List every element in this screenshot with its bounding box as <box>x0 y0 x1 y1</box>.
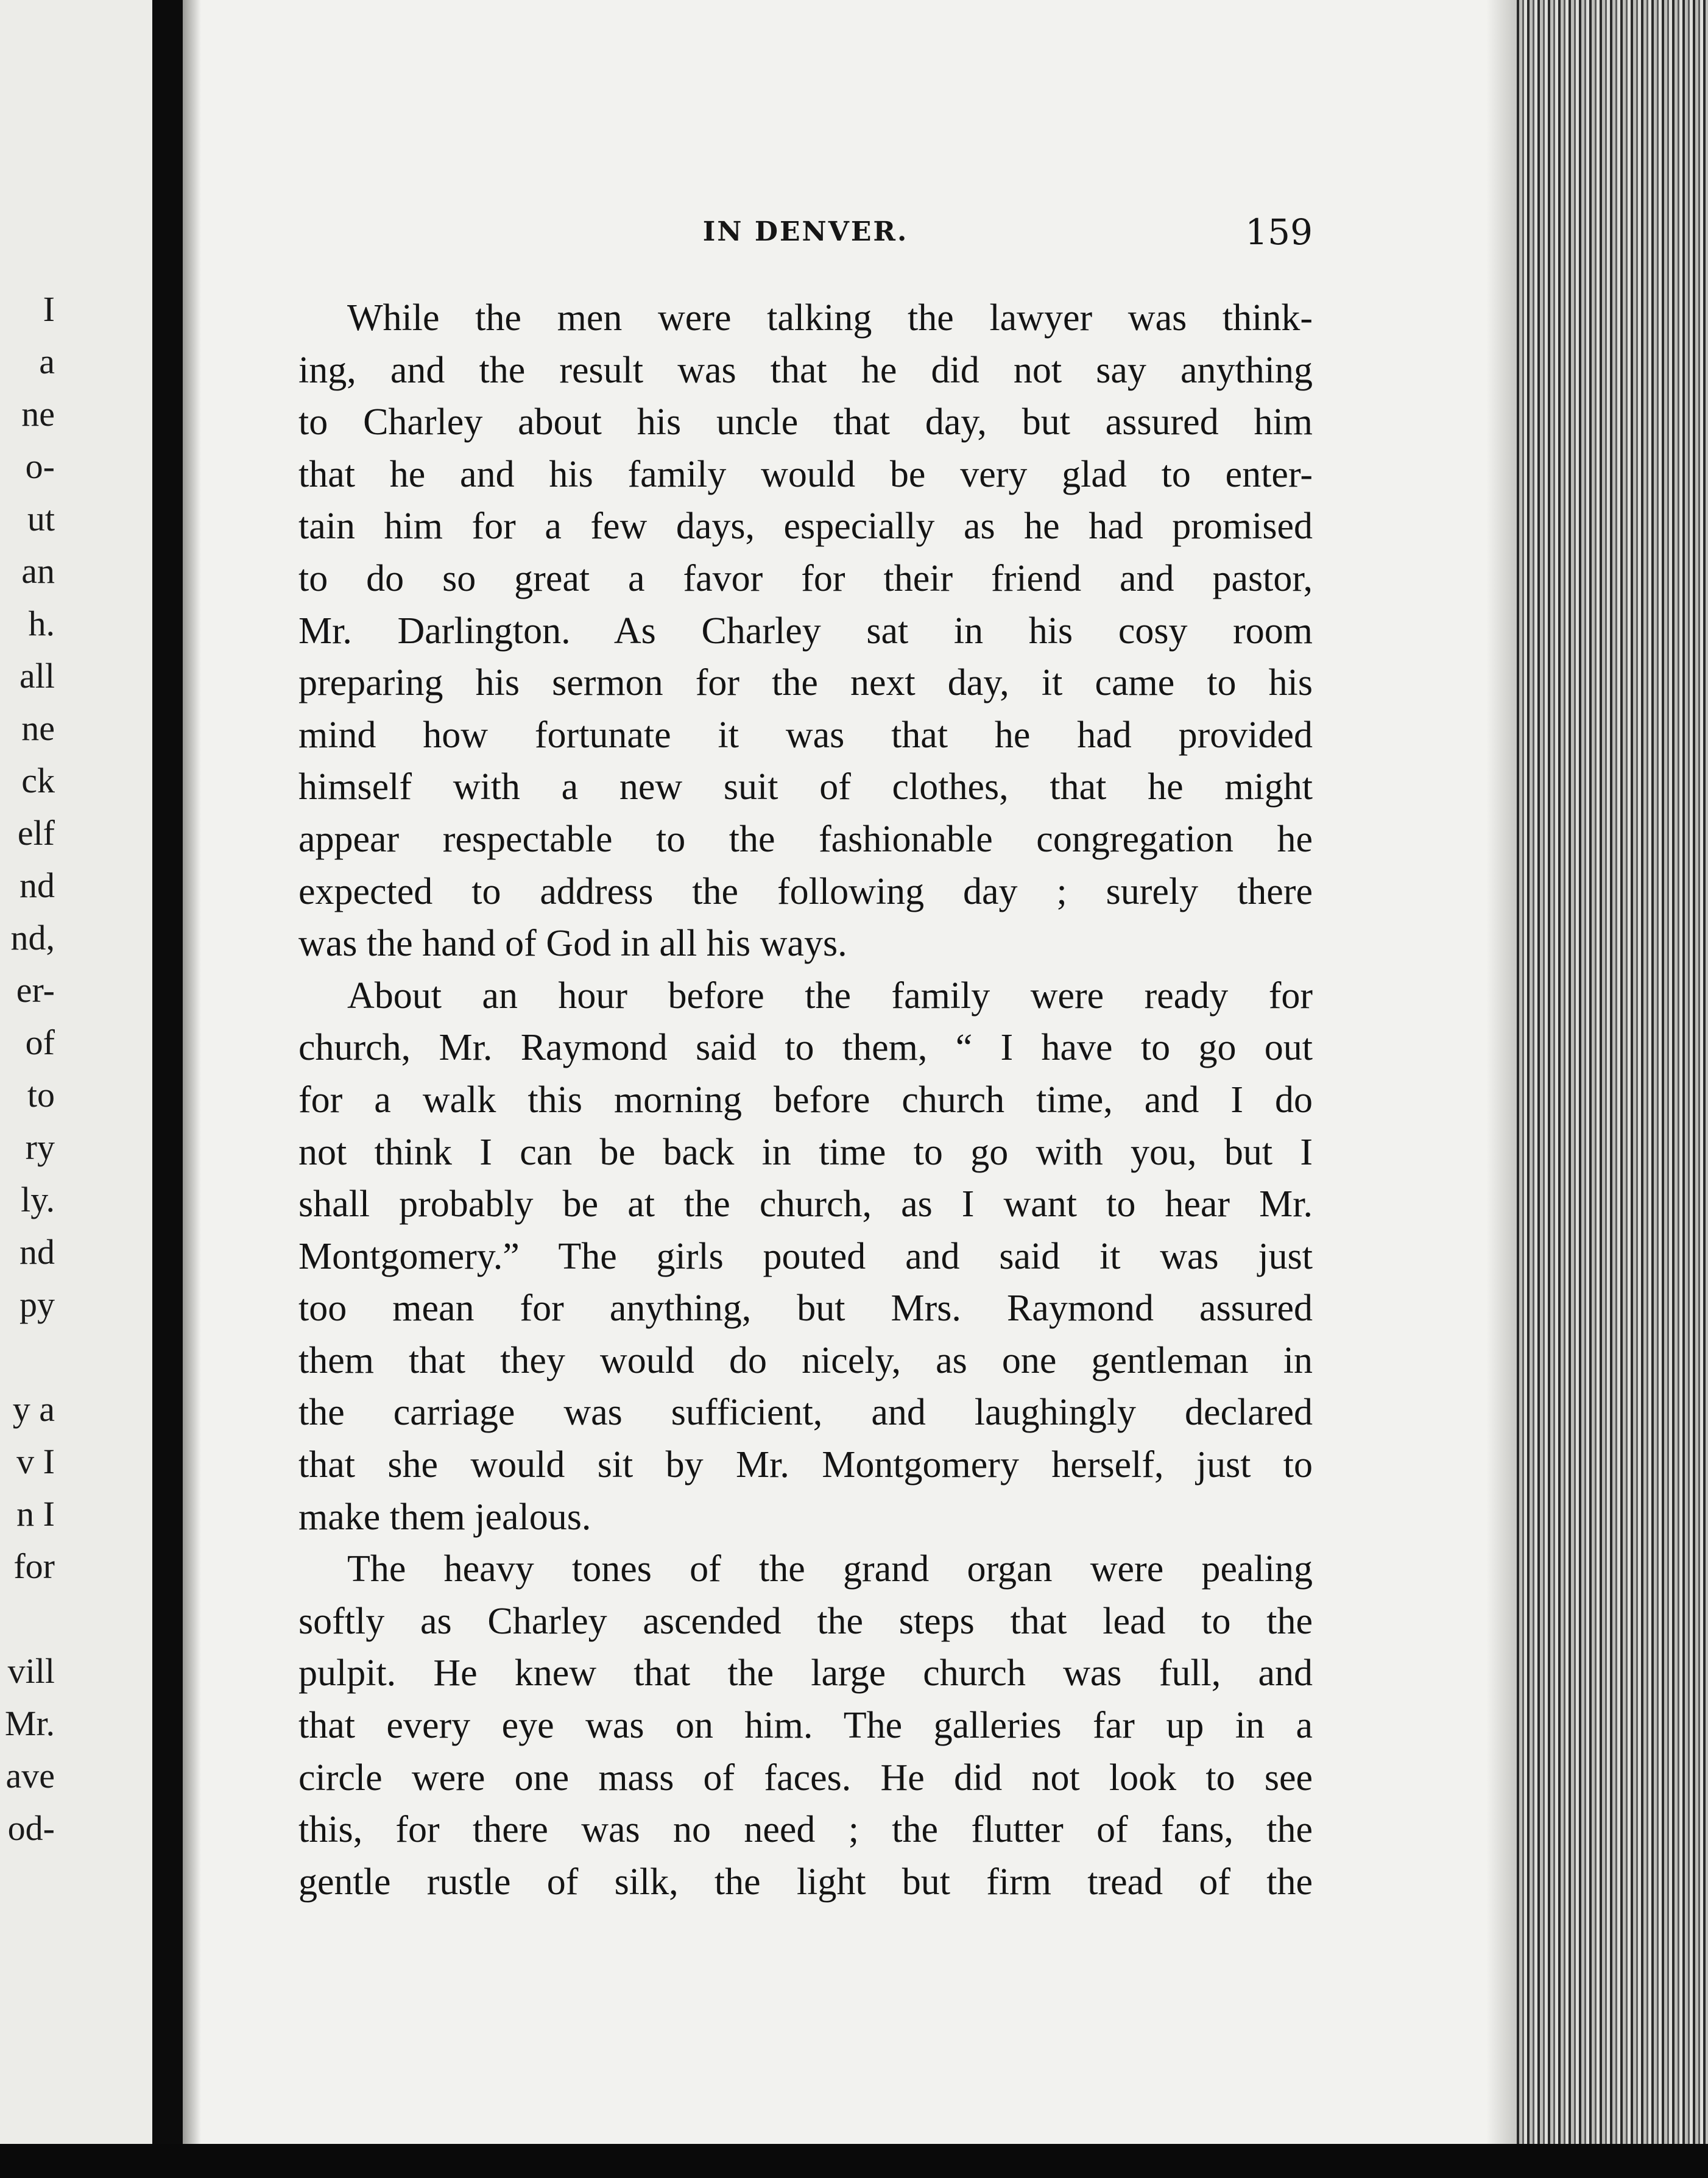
text-line: was the hand of God in all his ways. <box>298 923 847 965</box>
paragraph <box>298 1543 1313 1908</box>
left-fragment: ck <box>21 761 55 800</box>
text-line: ing, and the result was that he did not say anything <box>298 349 1313 391</box>
left-fragment: nd, <box>10 918 55 957</box>
left-fragment: elf <box>17 813 55 853</box>
text-line: them that they would do nicely, as one gentleman in <box>298 1339 1313 1381</box>
left-fragment: nd <box>19 865 55 905</box>
left-fragment: ly. <box>21 1180 55 1219</box>
text-line: While the men were talking the lawyer was think- <box>347 297 1313 339</box>
left-fragment: ne <box>21 708 55 748</box>
left-fragment: o- <box>25 446 55 486</box>
left-fragment: Mr. <box>4 1704 55 1743</box>
left-fragment: for <box>13 1546 55 1586</box>
running-head <box>298 211 1313 259</box>
left-fragment: n I <box>16 1494 55 1534</box>
paragraph <box>298 970 1313 1544</box>
text-line: expected to address the following day ; surely there <box>298 870 1313 912</box>
text-line: himself with a new suit of clothes, that he might <box>298 766 1313 808</box>
left-fragment <box>0 1593 146 1645</box>
text-line: preparing his sermon for the next day, it came to his <box>298 662 1313 704</box>
left-fragment: a <box>39 342 55 381</box>
text-line: that she would sit by Mr. Montgomery herself, just to <box>298 1444 1313 1486</box>
left-fragment: v I <box>16 1442 55 1481</box>
text-line: make them jealous. <box>298 1496 591 1538</box>
text-line: appear respectable to the fashionable congregation he <box>298 818 1313 860</box>
left-fragment: ave <box>5 1756 55 1796</box>
page-number: 159 <box>1245 211 1313 253</box>
text-line: to Charley about his uncle that day, but assured him <box>298 401 1313 443</box>
text-line: Montgomery.” The girls pouted and said it was just <box>298 1235 1313 1277</box>
left-fragment: vill <box>7 1651 55 1691</box>
book-gutter <box>152 0 183 2178</box>
paragraph <box>298 292 1313 970</box>
text-line: church, Mr. Raymond said to them, “ I have to go out <box>298 1027 1313 1069</box>
left-page-text-fragments <box>0 283 146 1855</box>
left-fragment <box>0 1331 146 1383</box>
scan-bottom-border <box>0 2144 1708 2178</box>
running-head-title: IN DENVER. <box>702 216 909 247</box>
text-line: tain him for a few days, especially as he had promised <box>298 506 1313 548</box>
text-line: About an hour before the family were ready for <box>347 974 1313 1017</box>
text-line: softly as Charley ascended the steps that lead to the <box>298 1600 1313 1642</box>
left-fragment: y a <box>12 1389 55 1429</box>
gutter-shadow <box>183 0 201 2178</box>
left-fragment: er- <box>16 970 55 1010</box>
left-fragment: ne <box>21 394 55 434</box>
left-fragment: h. <box>28 604 55 643</box>
text-line: pulpit. He knew that the large church was full, and <box>298 1652 1313 1694</box>
text-line: the carriage was sufficient, and laughingly declared <box>298 1392 1313 1434</box>
text-line: this, for there was no need ; the flutter of fans, the <box>298 1809 1313 1851</box>
page-edge-shadow <box>1486 0 1517 2178</box>
left-fragment: ut <box>27 499 55 538</box>
text-line: The heavy tones of the grand organ were pealing <box>347 1548 1313 1590</box>
text-line: not think I can be back in time to go with you, but I <box>298 1131 1313 1173</box>
text-line: mind how fortunate it was that he had provided <box>298 714 1313 756</box>
left-facing-page <box>0 0 152 2178</box>
left-fragment: of <box>25 1023 55 1062</box>
page-body <box>298 292 1313 1908</box>
text-line: that he and his family would be very glad to enter- <box>298 453 1313 495</box>
left-fragment: ry <box>25 1127 55 1167</box>
text-line: Mr. Darlington. As Charley sat in his cosy room <box>298 610 1313 652</box>
text-line: for a walk this morning before church time, and I do <box>298 1079 1313 1121</box>
left-fragment: all <box>19 656 55 696</box>
text-line: to do so great a favor for their friend and pastor, <box>298 557 1313 599</box>
text-line: gentle rustle of silk, the light but firm tread of the <box>298 1861 1313 1903</box>
text-line: that every eye was on him. The galleries far up in a <box>298 1705 1313 1747</box>
text-line: too mean for anything, but Mrs. Raymond assured <box>298 1288 1313 1330</box>
left-fragment: an <box>21 551 55 591</box>
left-fragment: I <box>43 289 55 329</box>
text-line: shall probably be at the church, as I want to hear Mr. <box>298 1183 1313 1225</box>
left-fragment: nd <box>19 1232 55 1272</box>
text-line: circle were one mass of faces. He did not look to see <box>298 1757 1313 1799</box>
left-fragment: od- <box>7 1808 55 1848</box>
left-fragment: to <box>27 1075 55 1115</box>
left-fragment: py <box>19 1285 55 1324</box>
page-edges-stack <box>1517 0 1708 2178</box>
